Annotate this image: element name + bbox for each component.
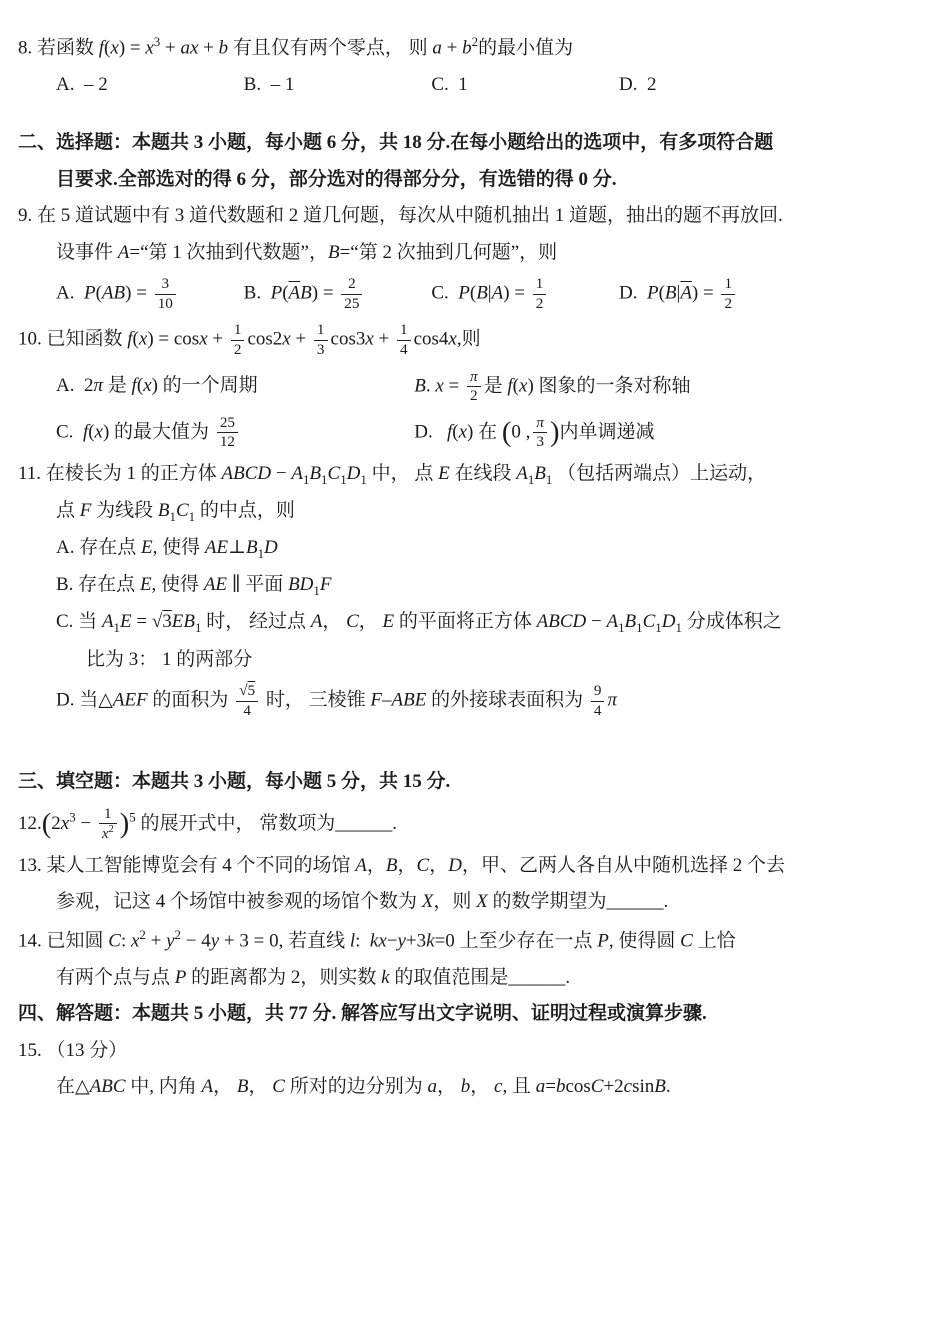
section-3-header: 三、填空题：本题共 3 小题，每小题 5 分，共 15 分.	[18, 771, 451, 793]
option-item: A. 2π 是 f(x) 的一个周期	[56, 375, 258, 397]
q9-stem-1: 9. 在 5 道试题中有 3 道代数题和 2 道几何题，每次从中随机抽出 1 道题，抽出的题不再放回.	[18, 205, 783, 227]
q10-options-row1	[18, 368, 909, 406]
option-item: B. $P(\overline{A}B)$ = $\frac{2}{25}$	[244, 275, 432, 313]
q11-option-b: B. 存在点 E, 使得 AE ∥ 平面 $BD_1F$	[56, 574, 332, 599]
q9-stem-2: 设事件 A=“第 1 次抽到代数题”，B=“第 2 次抽到几何题”，则	[56, 241, 558, 263]
q15-number: 15. （13 分）	[18, 1039, 128, 1061]
option-item: C. P(B|A) = $\frac{1}{2}$	[431, 275, 619, 313]
q9-options	[18, 275, 909, 313]
q14-line2: 有两个点与点 P 的距离都为 2，则实数 k 的取值范围是______.	[56, 966, 571, 988]
option-item: B. x = $\frac{\pi}{2}$ 是 f(x) 图象的一条对称轴	[414, 367, 691, 405]
section-2-header-line1: 二、选择题：本题共 3 小题，每小题 6 分，共 18 分.在每小题给出的选项中，有多项符合题	[18, 132, 774, 154]
q11-option-a: A. 存在点 E, 使得 $AE\perp B_1D$	[56, 537, 278, 561]
q10-stem: 10. 已知函数 f(x) = cosx + $\frac{1}{2}$ cos2x + $\frac{1}{3}$ cos3x + $\frac{1}{4}$ cos4x,则	[18, 321, 481, 358]
q11-stem-1: 11. 在棱长为 1 的正方体 ABCD − $A_1B_1C_1D_1$ 中， 点 E 在线段 $A_1B_1$ （包括两端点）上运动，	[18, 462, 767, 487]
q10-options-row2	[18, 414, 909, 452]
q13-line2: 参观，记这 4 个场馆中被参观的场馆个数为 X，则 X 的数学期望为______.	[56, 891, 669, 913]
option-item: D. 2	[618, 73, 657, 95]
q15-stem: 在△ABC 中, 内角 A， B， C 所对的边分别为 a， b， c, 且 a=bcosC+2csinB.	[56, 1076, 671, 1098]
option-item: B. – 1	[243, 73, 295, 95]
q8-options	[18, 71, 909, 100]
section-4-header: 四、解答题：本题共 5 小题，共 77 分. 解答应写出文字说明、证明过程或演算步骤.	[18, 1003, 707, 1025]
option-item: D. f(x) 在 (0 , $\frac{\pi}{3}$ )内单调递减	[414, 413, 655, 451]
q11-stem-2: 点 F 为线段 $B_1C_1$ 的中点，则	[56, 499, 295, 524]
option-item: D. $P(B|\overline{A})$ = $\frac{1}{2}$	[619, 275, 909, 313]
option-item: A. – 2	[56, 73, 108, 95]
option-item: C. 1	[431, 73, 468, 95]
q13-line1: 13. 某人工智能博览会有 4 个不同的场馆 A，B，C，D，甲、乙两人各自从中随机选择 2 个去	[18, 854, 785, 876]
option-item: C. f(x) 的最大值为 $\frac{25}{12}$	[56, 414, 414, 452]
q12: $12.(2x^3$ − $\frac{1}{x^2}$ )$^5$ 的展开式中， 常数项为______.	[18, 804, 397, 843]
section-2-header-line2: 目要求.全部选对的得 6 分，部分选对的得部分分，有选错的得 0 分.	[56, 168, 617, 190]
option-item: A. P(AB) = $\frac{3}{10}$	[56, 275, 244, 313]
q11-option-c-line1: C. 当 $A_1E = √3EB_1$ 时， 经过点 A， C， E 的平面将正方体 ABCD − $A_1B_1C_1D_1$ 分成体积之	[56, 611, 782, 636]
q11-option-c-line2: 比为 3： 1 的两部分	[86, 648, 253, 670]
q11-option-d: D. 当△AEF 的面积为 $\frac{√5}{4}$ 时， 三棱锥 F–ABE 的外接球表面积为 $\frac{9}{4}$ π	[56, 682, 617, 719]
q14-line1: 14. 已知圆 C: $x^2 + y^2 - 4y + 3 = 0$, 若直线 l: kx−y+3k=0 上至少存在一点 P, 使得圆 C 上恰	[18, 926, 736, 952]
q8-stem: 8. 若函数 $f(x) = x^3$ + ax + b 有且仅有两个零点， 则 $a + b^2$的最小值为	[18, 34, 574, 59]
